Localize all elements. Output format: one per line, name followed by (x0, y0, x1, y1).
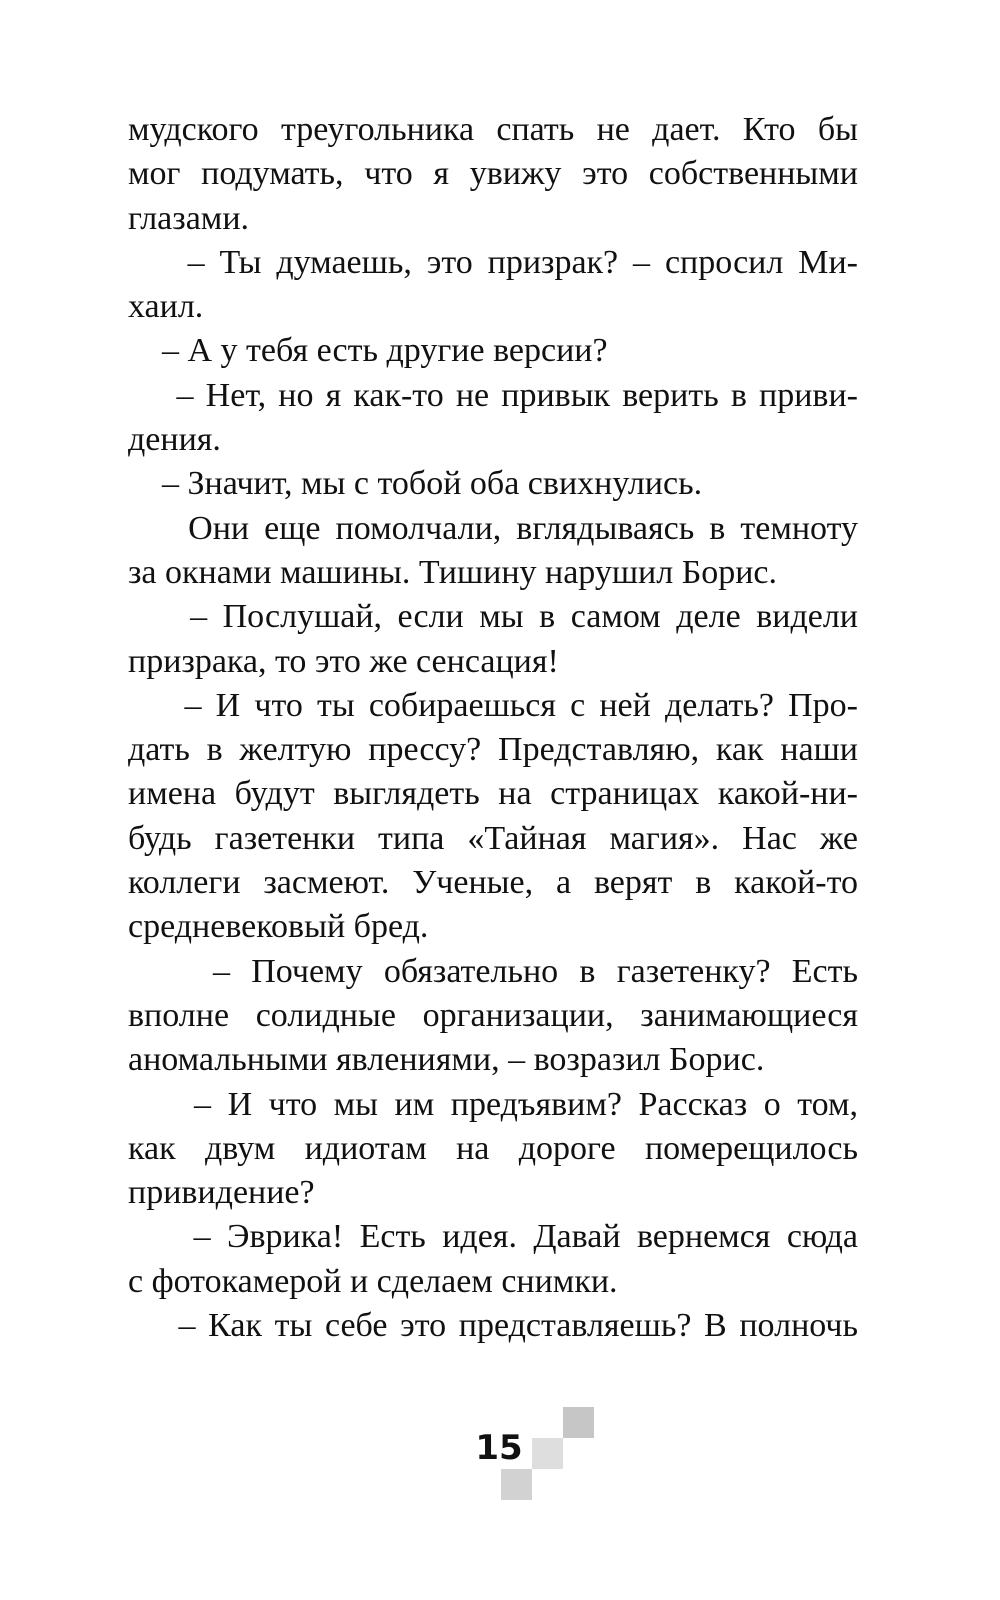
text-line: Они еще помолчали, вглядываясь в темноту (128, 509, 858, 547)
text-line: будь газетенки типа «Тайная магия». Нас же (128, 819, 858, 857)
text-line: дения. (128, 421, 221, 459)
text-line: дать в желтую прессу? Представляю, как наши (128, 731, 858, 769)
text-line: – И что мы им предъявим? Рассказ о том, (128, 1085, 858, 1123)
text-line: аномальными явлениями, – возразил Борис. (128, 1041, 765, 1079)
text-line: – Как ты себе это представляешь? В полночь (128, 1307, 858, 1345)
text-line: – Значит, мы с тобой оба свихнулись. (128, 465, 703, 503)
body-text (128, 108, 858, 1348)
text-line: – Почему обязательно в газетенку? Есть (128, 952, 858, 990)
text-line: – Нет, но я как-то не привык верить в приви- (128, 376, 858, 414)
ornament-square-bottom (501, 1469, 532, 1500)
text-line: привидение? (128, 1174, 315, 1212)
page-number: 15 (475, 1428, 523, 1468)
text-line: – Эврика! Есть идея. Давай вернемся сюда (128, 1218, 858, 1256)
text-line: за окнами машины. Тишину нарушил Борис. (128, 553, 778, 591)
text-line: с фотокамерой и сделаем снимки. (128, 1262, 618, 1300)
text-line: – А у тебя есть другие версии? (128, 332, 608, 370)
text-line: средневековый бред. (128, 908, 429, 946)
text-line: мудского треугольника спать не дает. Кто бы (128, 111, 858, 148)
text-line: коллеги засмеют. Ученые, а верят в какой-то (128, 864, 858, 902)
text-line: вполне солидные организации, занимающиеся (128, 996, 858, 1034)
text-line: как двум идиотам на дороге померещилось (128, 1129, 858, 1167)
text-line: имена будут выглядеть на страницах какой-ни- (128, 775, 858, 813)
text-line: призрака, то это же сенсация! (128, 642, 559, 680)
ornament-square-middle (532, 1438, 563, 1469)
text-line: хаил. (128, 288, 204, 326)
text-line: мог подумать, что я увижу это собственными (128, 155, 858, 193)
text-line: – И что ты собираешься с ней делать? Про- (128, 686, 858, 724)
text-line: – Послушай, если мы в самом деле видели (128, 598, 858, 636)
text-line: – Ты думаешь, это призрак? – спросил Ми- (128, 243, 858, 281)
text-line: глазами. (128, 199, 250, 237)
ornament-square-top (563, 1407, 594, 1438)
